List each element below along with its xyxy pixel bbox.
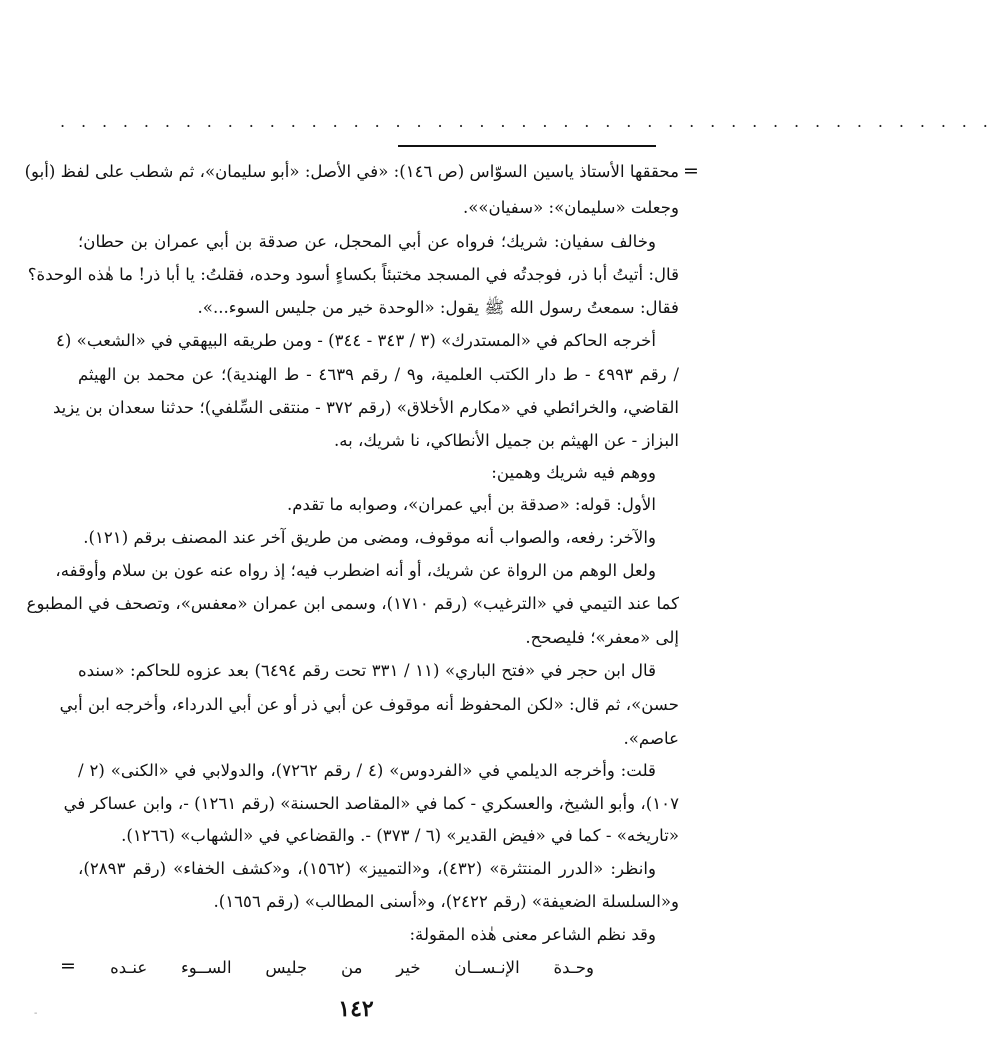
verse-word: جليس	[265, 958, 308, 977]
verse-word: وحـدة	[553, 958, 594, 977]
text-line: القاضي، والخرائطي في «مكارم الأخلاق» (رقم ٣٧٢ - منتقى السِّلفي)؛ حدثنا سعدان بن يزيد	[52, 398, 679, 417]
text-line: فقال: سمعتُ رسول الله ﷺ يقول: «الوحدة خير من جليس السوء...».	[197, 298, 679, 317]
verse-word: خير	[396, 958, 421, 977]
text-line: / رقم ٤٩٩٣ - ط دار الكتب العلمية، و٩ / رقم ٤٦٣٩ - ط الهندية)؛ عن محمد بن الهيثم	[78, 365, 679, 384]
text-line: ولعل الوهم من الرواة عن شريك، أو أنه اضطرب فيه؛ إذ رواه عنه عون بن سلام وأوقفه،	[55, 561, 656, 580]
text-line: قال ابن حجر في «فتح الباري» (١١ / ٣٣١ تحت رقم ٦٤٩٤) بعد عزوه للحاكم: «سنده	[78, 661, 657, 680]
verse-word: الإنـســان	[454, 958, 520, 977]
text-line: وجعلت «سليمان»: «سفيان»».	[462, 198, 679, 217]
text-line: قال: أتيتُ أبا ذر، فوجدتُه في المسجد مختبئاً بكساءٍ أسود وحده، فقلتُ: يا أبا ذر! ما هٰذه الوحدة؟	[27, 265, 679, 284]
text-line: وقد نظم الشاعر معنى هٰذه المقولة:	[409, 925, 656, 944]
poem-verse	[110, 953, 594, 983]
text-line: إلى «معفر»؛ فليصحح.	[525, 628, 679, 647]
continuation-mark: =	[683, 160, 699, 182]
verse-word: الســوء	[181, 958, 232, 977]
text-line: «تاريخه» - كما في «فيض القدير» (٦ / ٣٧٣) -. والقضاعي في «الشهاب» (١٢٦٦).	[121, 826, 679, 845]
verse-word: من	[340, 958, 363, 977]
text-line: كما عند التيمي في «الترغيب» (رقم ١٧١٠)، وسمى ابن عمران «معفس»، وتصحف في المطبوع	[26, 594, 679, 613]
text-line: وانظر: «الدرر المنتثرة» (٤٣٢)، و«التمييز» (١٥٦٢)، و«كشف الخفاء» (رقم ٢٨٩٣)،	[78, 859, 656, 878]
text-line: و«السلسلة الضعيفة» (رقم ٢٤٢٢)، و«أسنى المطالب» (رقم ١٦٥٦).	[213, 892, 679, 911]
text-line: عاصم».	[623, 729, 679, 748]
header-dotted-rule: . . . . . . . . . . . . . . . . . . . . . . . . . . . . . . . . . . . . . . . . . . . . .	[60, 112, 993, 131]
text-line: الأول: قوله: «صدقة بن أبي عمران»، وصوابه ما تقدم.	[286, 495, 656, 514]
text-line: والآخر: رفعه، والصواب أنه موقوف، ومضى من طريق آخر عند المصنف برقم (١٢١).	[83, 528, 656, 547]
text-line: البزاز - عن الهيثم بن جميل الأنطاكي، نا شريك، به.	[333, 431, 679, 450]
text-line: ١٠٧)، وأبو الشيخ، والعسكري - كما في «المقاصد الحسنة» (رقم ١٢٦١) -، وابن عساكر في	[63, 794, 679, 813]
margin-mark: -	[34, 1008, 38, 1019]
verse-word: عنـده	[110, 958, 148, 977]
text-line: محققها الأستاذ ياسين السوّاس (ص ١٤٦): «في الأصل: «أبو سليمان»، ثم شطب على لفظ (أبو)	[24, 162, 679, 181]
text-line: قلت: وأخرجه الديلمي في «الفردوس» (٤ / رقم ٧٢٦٢)، والدولابي في «الكنى» (٢ /	[78, 761, 656, 780]
text-line: ووهم فيه شريك وهمين:	[491, 463, 656, 482]
footnote-separator-line	[398, 145, 656, 147]
text-line: وخالف سفيان: شريك؛ فرواه عن أبي المحجل، عن صدقة بن أبي عمران بن حطان؛	[78, 232, 656, 251]
continuation-mark: =	[60, 955, 76, 977]
page-number: ١٤٢	[338, 996, 374, 1022]
text-line: حسن»، ثم قال: «لكن المحفوظ أنه موقوف عن أبي ذر أو عن أبي الدرداء، وأخرجه ابن أبي	[59, 695, 679, 714]
text-line: أخرجه الحاكم في «المستدرك» (٣ / ٣٤٣ - ٣٤٤) - ومن طريقه البيهقي في «الشعب» (٤	[56, 331, 656, 350]
